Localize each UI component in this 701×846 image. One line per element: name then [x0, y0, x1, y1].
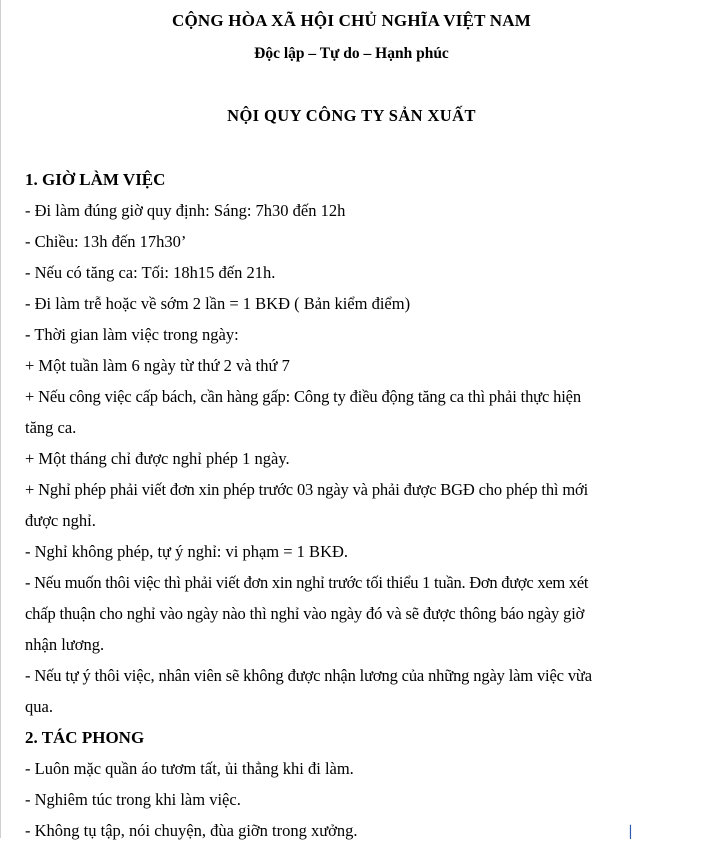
rule-line: - Không tụ tập, nói chuyện, đùa giỡn trong xưởng. [25, 821, 358, 840]
national-title: CỘNG HÒA XÃ HỘI CHỦ NGHĨA VIỆT NAM [172, 11, 531, 30]
rule-line: - Luôn mặc quần áo tươm tất, ủi thẳng khi đi làm. [25, 759, 354, 778]
rule-line: - Thời gian làm việc trong ngày: [25, 325, 239, 344]
rule-line: nhận lương. [25, 635, 105, 654]
rule-line: - Chiều: 13h đến 17h30’ [25, 232, 187, 251]
rule-line: tăng ca. [25, 418, 77, 437]
section-heading-conduct: 2. TÁC PHONG [25, 728, 145, 747]
section-heading-working-hours: 1. GIỜ LÀM VIỆC [25, 170, 166, 189]
rule-line: + Một tháng chỉ được nghỉ phép 1 ngày. [25, 449, 290, 468]
rule-line: - Nếu tự ý thôi việc, nhân viên sẽ không được nhận lương của những ngày làm việc vừa [25, 666, 592, 685]
rule-line: - Nếu có tăng ca: Tối: 18h15 đến 21h. [25, 263, 276, 282]
rule-line: chấp thuận cho nghỉ vào ngày nào thì nghỉ vào ngày đó và sẽ được thông báo ngày giờ [25, 604, 585, 623]
rule-line: + Nếu công việc cấp bách, cần hàng gấp: Công ty điều động tăng ca thì phải thực hiện [25, 387, 581, 406]
rule-line: - Đi làm đúng giờ quy định: Sáng: 7h30 đến 12h [25, 201, 346, 220]
rule-line: + Một tuần làm 6 ngày từ thứ 2 và thứ 7 [25, 356, 290, 375]
rule-line: - Nghỉ không phép, tự ý nghỉ: vi phạm = 1 BKĐ. [25, 542, 349, 561]
rule-line: được nghỉ. [25, 511, 96, 530]
national-motto: Độc lập – Tự do – Hạnh phúc [254, 45, 449, 62]
rule-line: + Nghỉ phép phải viết đơn xin phép trước 03 ngày và phải được BGĐ cho phép thì mới [25, 480, 589, 499]
rule-line: - Nếu muốn thôi việc thì phải viết đơn xin nghỉ trước tối thiểu 1 tuần. Đơn được xem xét [25, 573, 589, 592]
document-body [25, 164, 679, 846]
document-title: NỘI QUY CÔNG TY SẢN XUẤT [227, 106, 476, 125]
rule-line: - Đi làm trễ hoặc về sớm 2 lần = 1 BKĐ ( Bản kiểm điểm) [25, 294, 411, 313]
rule-line: qua. [25, 697, 53, 716]
page-corner-mark: ▏ [630, 825, 640, 839]
rule-line: - Nghiêm túc trong khi làm việc. [25, 790, 241, 809]
